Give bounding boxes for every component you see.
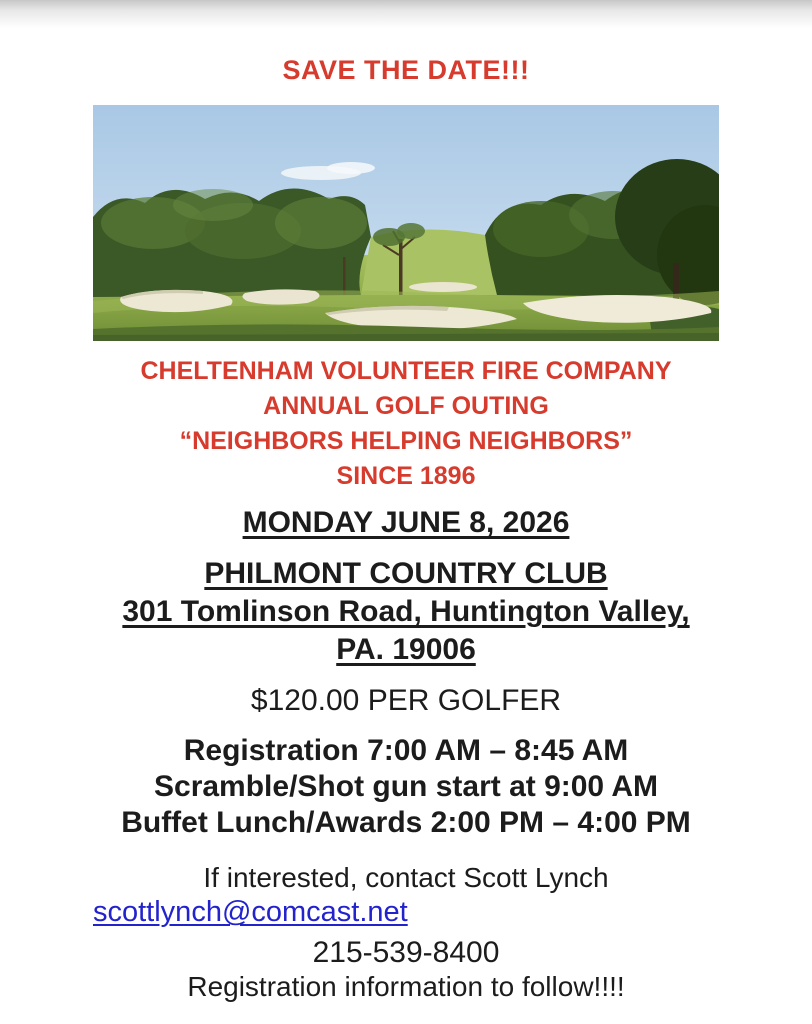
schedule-registration: Registration 7:00 AM – 8:45 AM: [183, 734, 629, 768]
registration-note: Registration information to follow!!!!: [187, 971, 625, 1003]
contact-email-link[interactable]: scottlynch@comcast.net: [93, 896, 408, 929]
contact-intro: If interested, contact Scott Lynch: [203, 862, 609, 894]
venue-name: PHILMONT COUNTRY CLUB: [204, 557, 608, 591]
price-per-golfer: $120.00 PER GOLFER: [250, 684, 562, 718]
save-the-date-heading: SAVE THE DATE!!!: [282, 55, 530, 85]
schedule-shotgun-start: Scramble/Shot gun start at 9:00 AM: [154, 770, 658, 804]
venue-address-line1: 301 Tomlinson Road, Huntington Valley,: [122, 595, 690, 629]
schedule-lunch-awards: Buffet Lunch/Awards 2:00 PM – 4:00 PM: [121, 806, 691, 840]
organization-heading-block: [93, 354, 719, 494]
organization-name: CHELTENHAM VOLUNTEER FIRE COMPANY: [140, 357, 672, 386]
contact-email-row: [93, 897, 719, 932]
event-date: MONDAY JUNE 8, 2026: [242, 506, 570, 540]
schedule-block: [93, 733, 719, 841]
event-name: ANNUAL GOLF OUTING: [263, 392, 549, 421]
venue-address-line2: PA. 19006: [336, 633, 476, 667]
since-year: SINCE 1896: [336, 462, 476, 491]
contact-phone: 215-539-8400: [312, 936, 500, 970]
event-slogan: “NEIGHBORS HELPING NEIGHBORS”: [179, 427, 633, 456]
venue-block: [93, 555, 719, 669]
golf-course-photo: [93, 105, 719, 341]
